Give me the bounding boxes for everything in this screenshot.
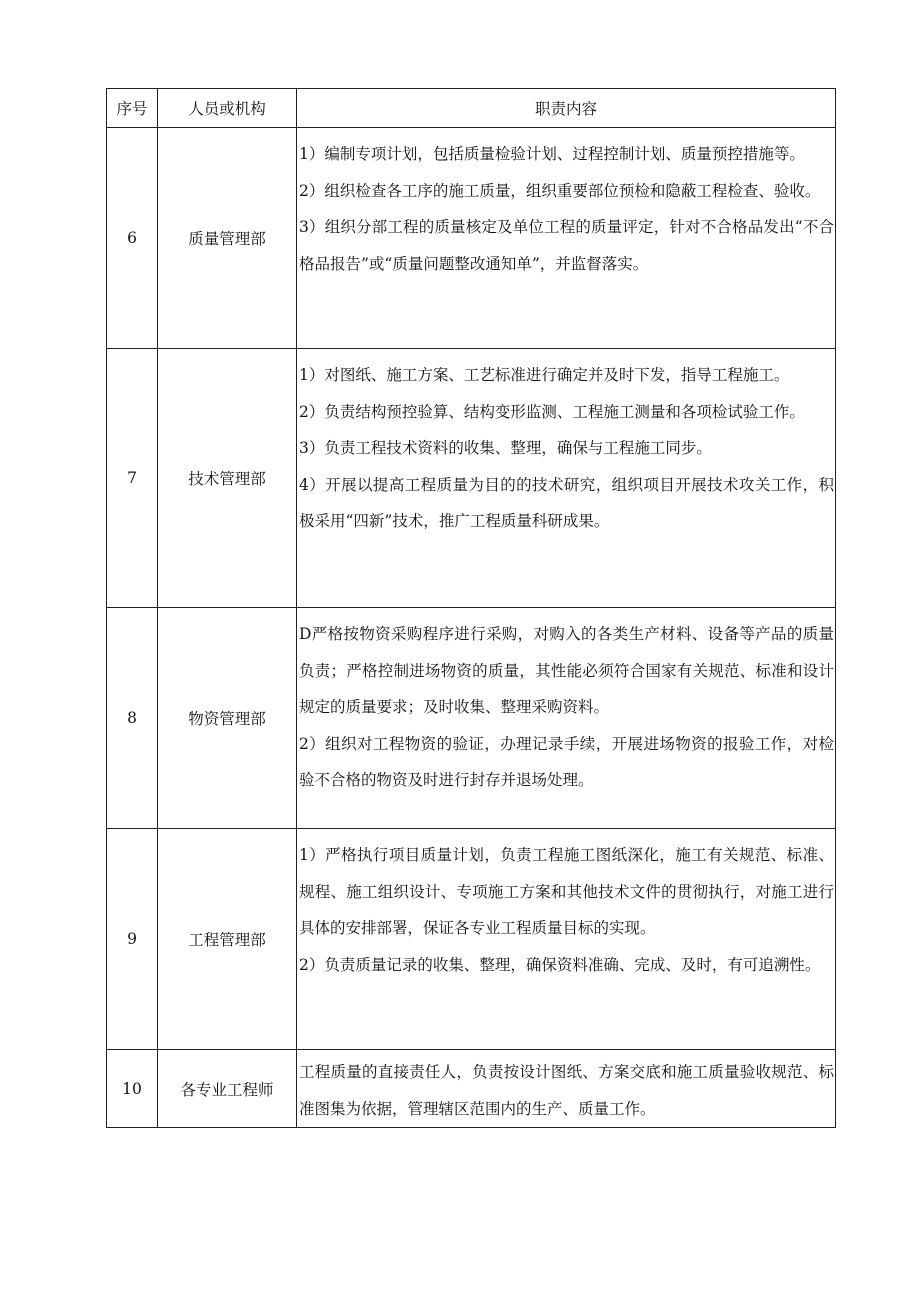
duty-item: 1）编制专项计划，包括质量检验计划、过程控制计划、质量预控措施等。 — [299, 145, 805, 163]
duty-item: 2）负责质量记录的收集、整理，确保资料准确、完成、及时，有可追溯性。 — [299, 955, 821, 974]
duty-item: 工程质量的直接责任人，负责按设计图纸、方案交底和施工质量验收规范、标准图集为依据，管理辖区范围内的生产、质量工作。 — [299, 1063, 834, 1118]
header-duties: 职责内容 — [297, 89, 836, 128]
header-org: 人员或机构 — [158, 89, 297, 128]
row-org: 质量管理部 — [158, 128, 297, 349]
duty-item: 3）组织分部工程的质量核定及单位工程的质量评定，针对不合格品发出“不合格品报告”或“质量问题整改通知单”，并监督落实。 — [299, 218, 834, 273]
duty-item: D严格按物资采购程序进行采购，对购入的各类生产材料、设备等产品的质量负责；严格控制进场物资的质量，其性能必须符合国家有关规范、标准和设计规定的质量要求；及时收集、整理采购资料。 — [299, 625, 834, 716]
row-org: 物资管理部 — [158, 608, 297, 829]
table-row — [107, 128, 836, 349]
duty-item: 2）组织检查各工序的施工质量，组织重要部位预检和隐蔽工程检查、验收。 — [299, 181, 821, 200]
row-duties — [297, 349, 836, 608]
responsibility-table — [106, 88, 836, 1128]
table-row — [107, 1050, 836, 1128]
duty-item: 2）负责结构预控验算、结构变形监测、工程施工测量和各项检试验工作。 — [299, 402, 805, 421]
row-org: 各专业工程师 — [158, 1050, 297, 1128]
duty-item: 4）开展以提高工程质量为目的的技术研究，组织项目开展技术攻关工作，积极采用“四新”技术，推广工程质量科研成果。 — [299, 475, 834, 530]
duty-item: 3）负责工程技术资料的收集、整理，确保与工程施工同步。 — [299, 439, 712, 457]
duty-item: 2）组织对工程物资的验证，办理记录手续，开展进场物资的报验工作，对检验不合格的物资及时进行封存并退场处理。 — [299, 734, 834, 789]
table-row — [107, 349, 836, 608]
row-index: 10 — [107, 1050, 158, 1128]
table-row — [107, 608, 836, 829]
row-org: 工程管理部 — [158, 829, 297, 1050]
row-duties — [297, 829, 836, 1050]
row-org: 技术管理部 — [158, 349, 297, 608]
row-index: 8 — [107, 608, 158, 829]
header-index: 序号 — [107, 89, 158, 128]
duty-item: 1）对图纸、施工方案、工艺标准进行确定并及时下发，指导工程施工。 — [299, 366, 790, 384]
duty-item: 1）严格执行项目质量计划，负责工程施工图纸深化，施工有关规范、标准、规程、施工组织设计、专项施工方案和其他技术文件的贯彻执行，对施工进行具体的安排部署，保证各专业工程质量目标的实现。 — [299, 846, 834, 937]
table-row — [107, 829, 836, 1050]
row-duties — [297, 128, 836, 349]
table-header-row — [107, 89, 836, 128]
row-index: 9 — [107, 829, 158, 1050]
row-index: 6 — [107, 128, 158, 349]
responsibility-table-container — [106, 88, 835, 1128]
row-index: 7 — [107, 349, 158, 608]
row-duties — [297, 1050, 836, 1128]
row-duties — [297, 608, 836, 829]
